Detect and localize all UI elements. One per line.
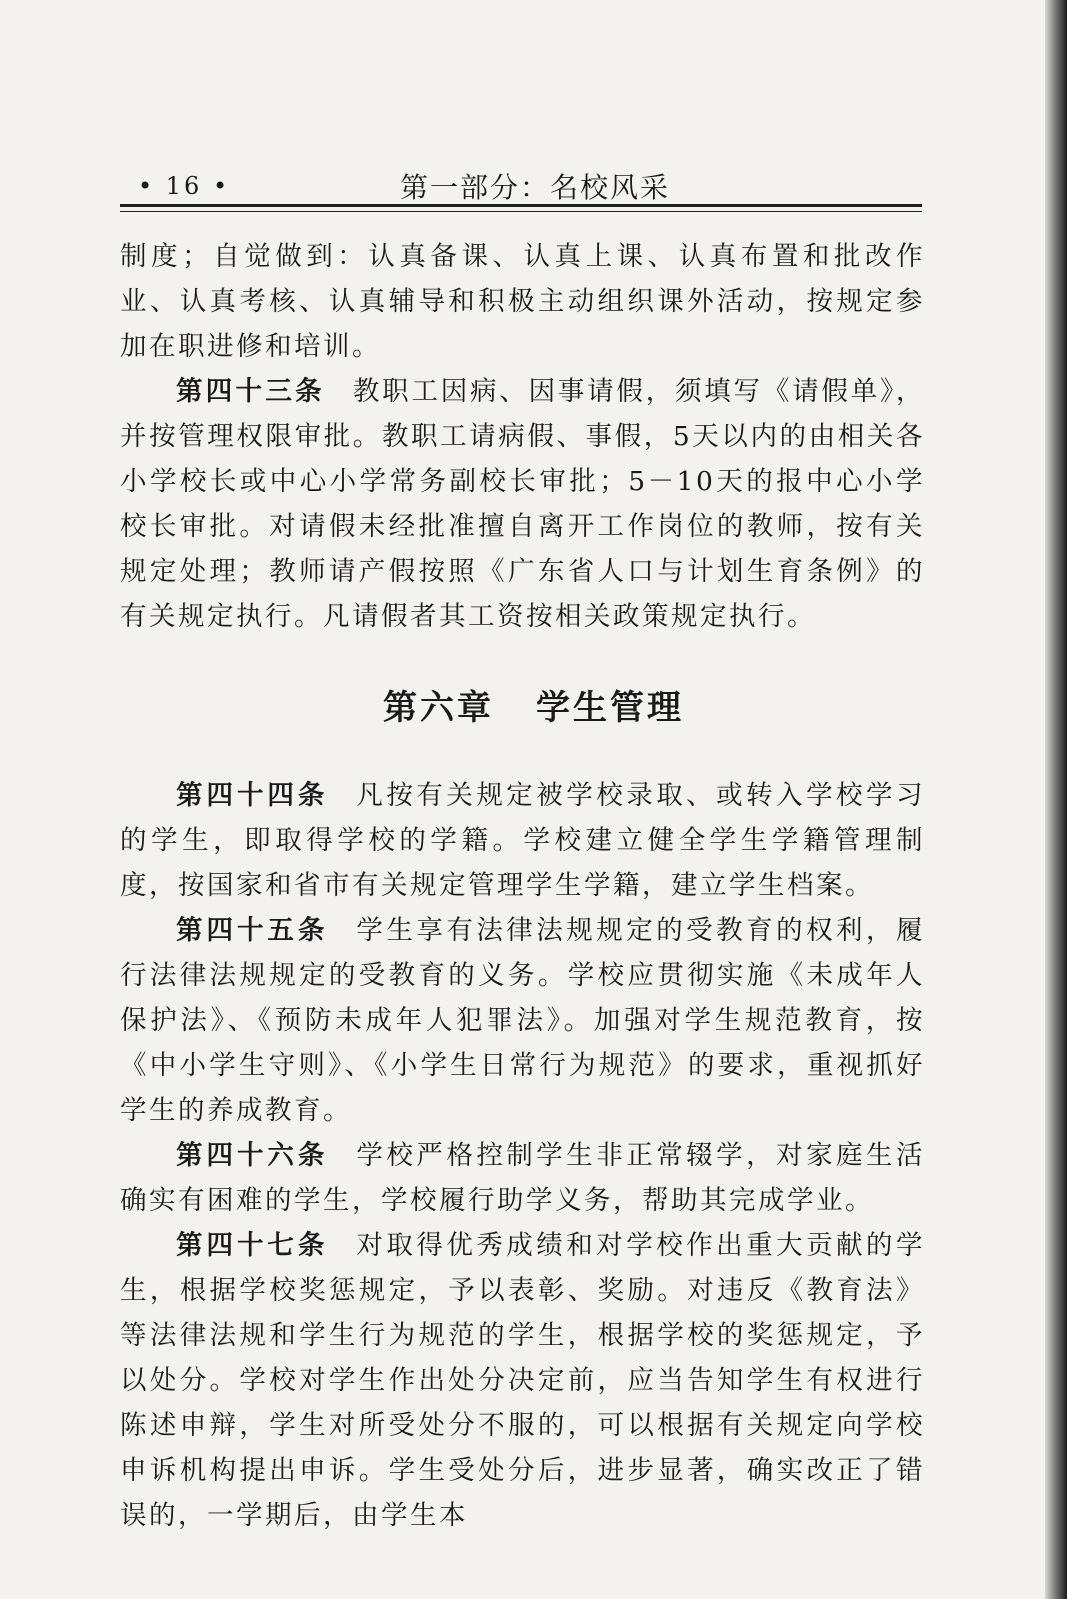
text-block-bottom (120, 773, 925, 1538)
page-edge-shadow (1045, 0, 1067, 1599)
article-label: 第四十七条 (176, 1230, 329, 1261)
page-header (120, 166, 920, 206)
article-label: 第四十五条 (176, 915, 329, 946)
article-47 (120, 1223, 925, 1538)
article-label: 第四十三条 (176, 376, 325, 407)
article-43 (120, 369, 925, 639)
article-text: 教职工因病、因事请假，须填写《请假单》，并按管理权限审批。教职工请病假、事假，5天以内的由相关各小学校长或中心小学常务副校长审批；5－10天的报中心小学校长审批。对请假未经批准擅自离开工作岗位的教师，按有关规定处理；教师请产假按照《广东省人口与计划生育条例》的有关规定执行。凡请假者其工资按相关政策规定执行。 (120, 376, 925, 632)
article-text: 学生享有法律法规规定的受教育的权利，履行法律法规规定的受教育的义务。学校应贯彻实施《未成年人保护法》、《预防未成年人犯罪法》。加强对学生规范教育，按《中小学生守则》、《小学生日常行为规范》的要求，重视抓好学生的养成教育。 (120, 915, 926, 1126)
article-text: 学校严格控制学生非正常辍学，对家庭生活确实有困难的学生，学校履行助学义务，帮助其完成学业。 (120, 1140, 926, 1216)
header-rule-thick (120, 204, 922, 207)
header-rule-thin (120, 211, 922, 212)
article-45 (120, 908, 925, 1133)
article-label: 第四十四条 (176, 780, 329, 811)
continuation-paragraph: 制度；自觉做到：认真备课、认真上课、认真布置和批改作业、认真考核、认真辅导和积极主动组织课外活动，按规定参加在职进修和培训。 (120, 241, 925, 362)
article-46 (120, 1133, 925, 1223)
chapter-heading (0, 680, 1067, 729)
chapter-title: 学生管理 (536, 688, 684, 728)
chapter-number: 第六章 (383, 688, 494, 728)
article-label: 第四十六条 (176, 1140, 329, 1171)
text-block-top (120, 234, 925, 639)
page-number: • 16 • (138, 172, 231, 200)
article-text: 对取得优秀成绩和对学校作出重大贡献的学生，根据学校奖惩规定，予以表彰、奖励。对违反《教育法》等法律法规和学生行为规范的学生，根据学校的奖惩规定，予以处分。学校对学生作出处分决定前，应当告知学生有权进行陈述申辩，学生对所受处分不服的，可以根据有关规定向学校申诉机构提出申诉。学生受处分后，进步显著，确实改正了错误的，一学期后，由学生本 (120, 1230, 926, 1531)
article-44 (120, 773, 925, 908)
article-text: 凡按有关规定被学校录取、或转入学校学习的学生，即取得学校的学籍。学校建立健全学生学籍管理制度，按国家和省市有关规定管理学生学籍，建立学生档案。 (120, 780, 926, 901)
running-title: 第一部分：名校风采 (400, 171, 671, 204)
